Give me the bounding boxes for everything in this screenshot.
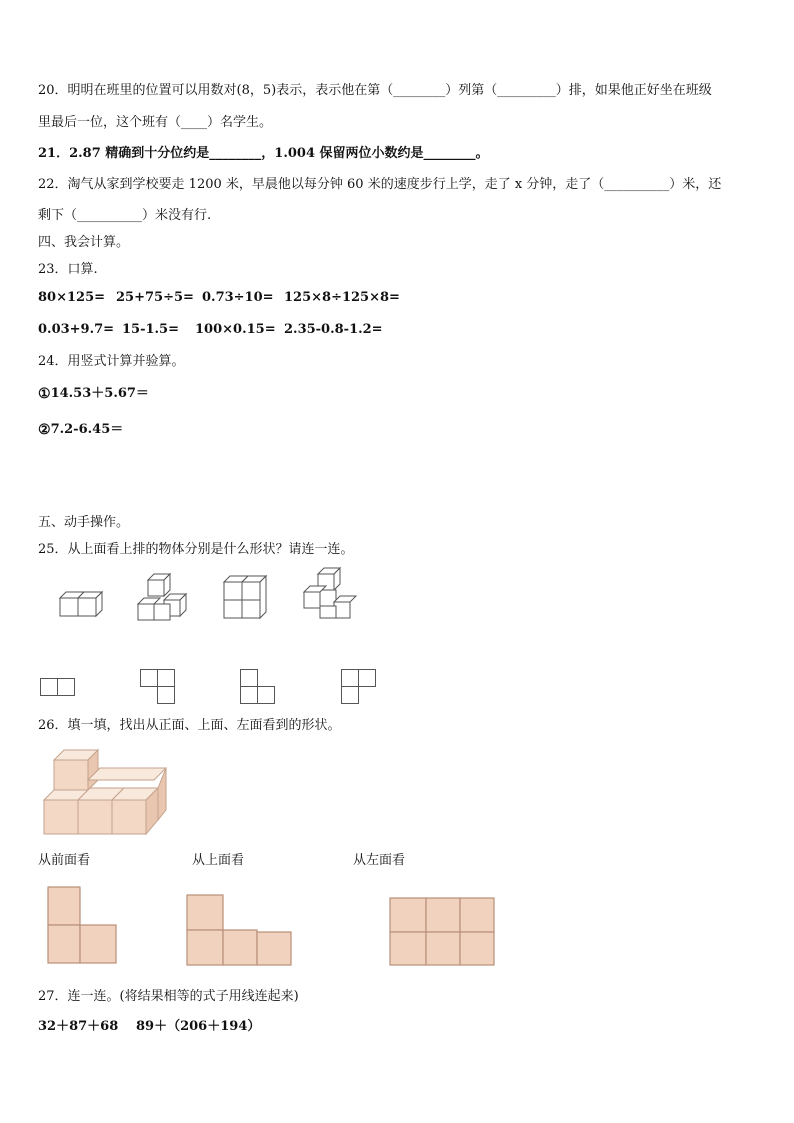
q25-view-2 bbox=[140, 669, 176, 705]
q23-r2-c1: 0.03+9.7= bbox=[38, 322, 115, 337]
q25-view-1 bbox=[40, 678, 76, 696]
q27-expr-1: 32＋87＋68 bbox=[38, 1019, 119, 1034]
q20-line1: 20．明明在班里的位置可以用数对(8，5)表示，表示他在第（________）列第（_________）排，如果他正好坐在班级 bbox=[38, 83, 712, 98]
q25-title: 25．从上面看上排的物体分别是什么形状？请连一连。 bbox=[38, 542, 354, 557]
q26-cube-stack bbox=[42, 748, 172, 838]
q23-r1-c2: 25+75÷5= bbox=[116, 290, 194, 305]
section-5-title: 五、动手操作。 bbox=[38, 515, 130, 530]
q25-figure-2 bbox=[136, 572, 188, 624]
q25-view-3 bbox=[240, 669, 276, 705]
q24-item-2 bbox=[38, 422, 123, 438]
q25-view-4 bbox=[341, 669, 377, 705]
q27-title: 27．连一连。(将结果相等的式子用线连起来) bbox=[38, 989, 299, 1004]
q26-left-view bbox=[389, 897, 497, 967]
q26-front-view bbox=[47, 886, 119, 964]
q24-item-1 bbox=[38, 386, 149, 402]
q24-item-2-expr: 7.2-6.45＝ bbox=[50, 422, 124, 437]
q23-r2-c2: 15-1.5= bbox=[122, 322, 179, 337]
q26-view-label-left: 从左面看 bbox=[353, 853, 406, 868]
q24-item-1-expr: 14.53＋5.67＝ bbox=[50, 386, 149, 401]
q26-view-label-top: 从上面看 bbox=[192, 853, 245, 868]
q22-line2: 剩下（__________）米没有行. bbox=[38, 208, 212, 223]
q27-expr-2: 89＋（206＋194） bbox=[136, 1019, 261, 1034]
q26-view-label-front: 从前面看 bbox=[38, 853, 91, 868]
q25-figure-4 bbox=[300, 566, 356, 622]
q26-top-view bbox=[186, 894, 294, 966]
q22-line1: 22．淘气从家到学校要走 1200 米，早晨他以每分钟 60 米的速度步行上学，走了 x 分钟，走了（__________）米，还 bbox=[38, 177, 722, 192]
q23-r2-c3: 100×0.15= bbox=[195, 322, 276, 337]
q24-item-1-mark: ① bbox=[38, 386, 51, 402]
q23-r1-c3: 0.73÷10= bbox=[202, 290, 274, 305]
q24-item-2-mark: ② bbox=[38, 422, 51, 438]
q20-line2: 里最后一位，这个班有（____）名学生。 bbox=[38, 115, 273, 130]
q24-title: 24．用竖式计算并验算。 bbox=[38, 354, 185, 369]
q25-figure-1 bbox=[56, 586, 106, 622]
q25-figure-3 bbox=[220, 574, 270, 622]
q23-title: 23．口算. bbox=[38, 262, 98, 277]
q23-r2-c4: 2.35-0.8-1.2= bbox=[284, 322, 383, 337]
section-4-title: 四、我会计算。 bbox=[38, 235, 130, 250]
q21-line1: 21．2.87 精确到十分位约是________，1.004 保留两位小数约是________。 bbox=[38, 146, 489, 161]
q23-r1-c1: 80×125= bbox=[38, 290, 106, 305]
q23-r1-c4: 125×8÷125×8= bbox=[284, 290, 400, 305]
q26-title: 26．填一填，找出从正面、上面、左面看到的形状。 bbox=[38, 718, 341, 733]
